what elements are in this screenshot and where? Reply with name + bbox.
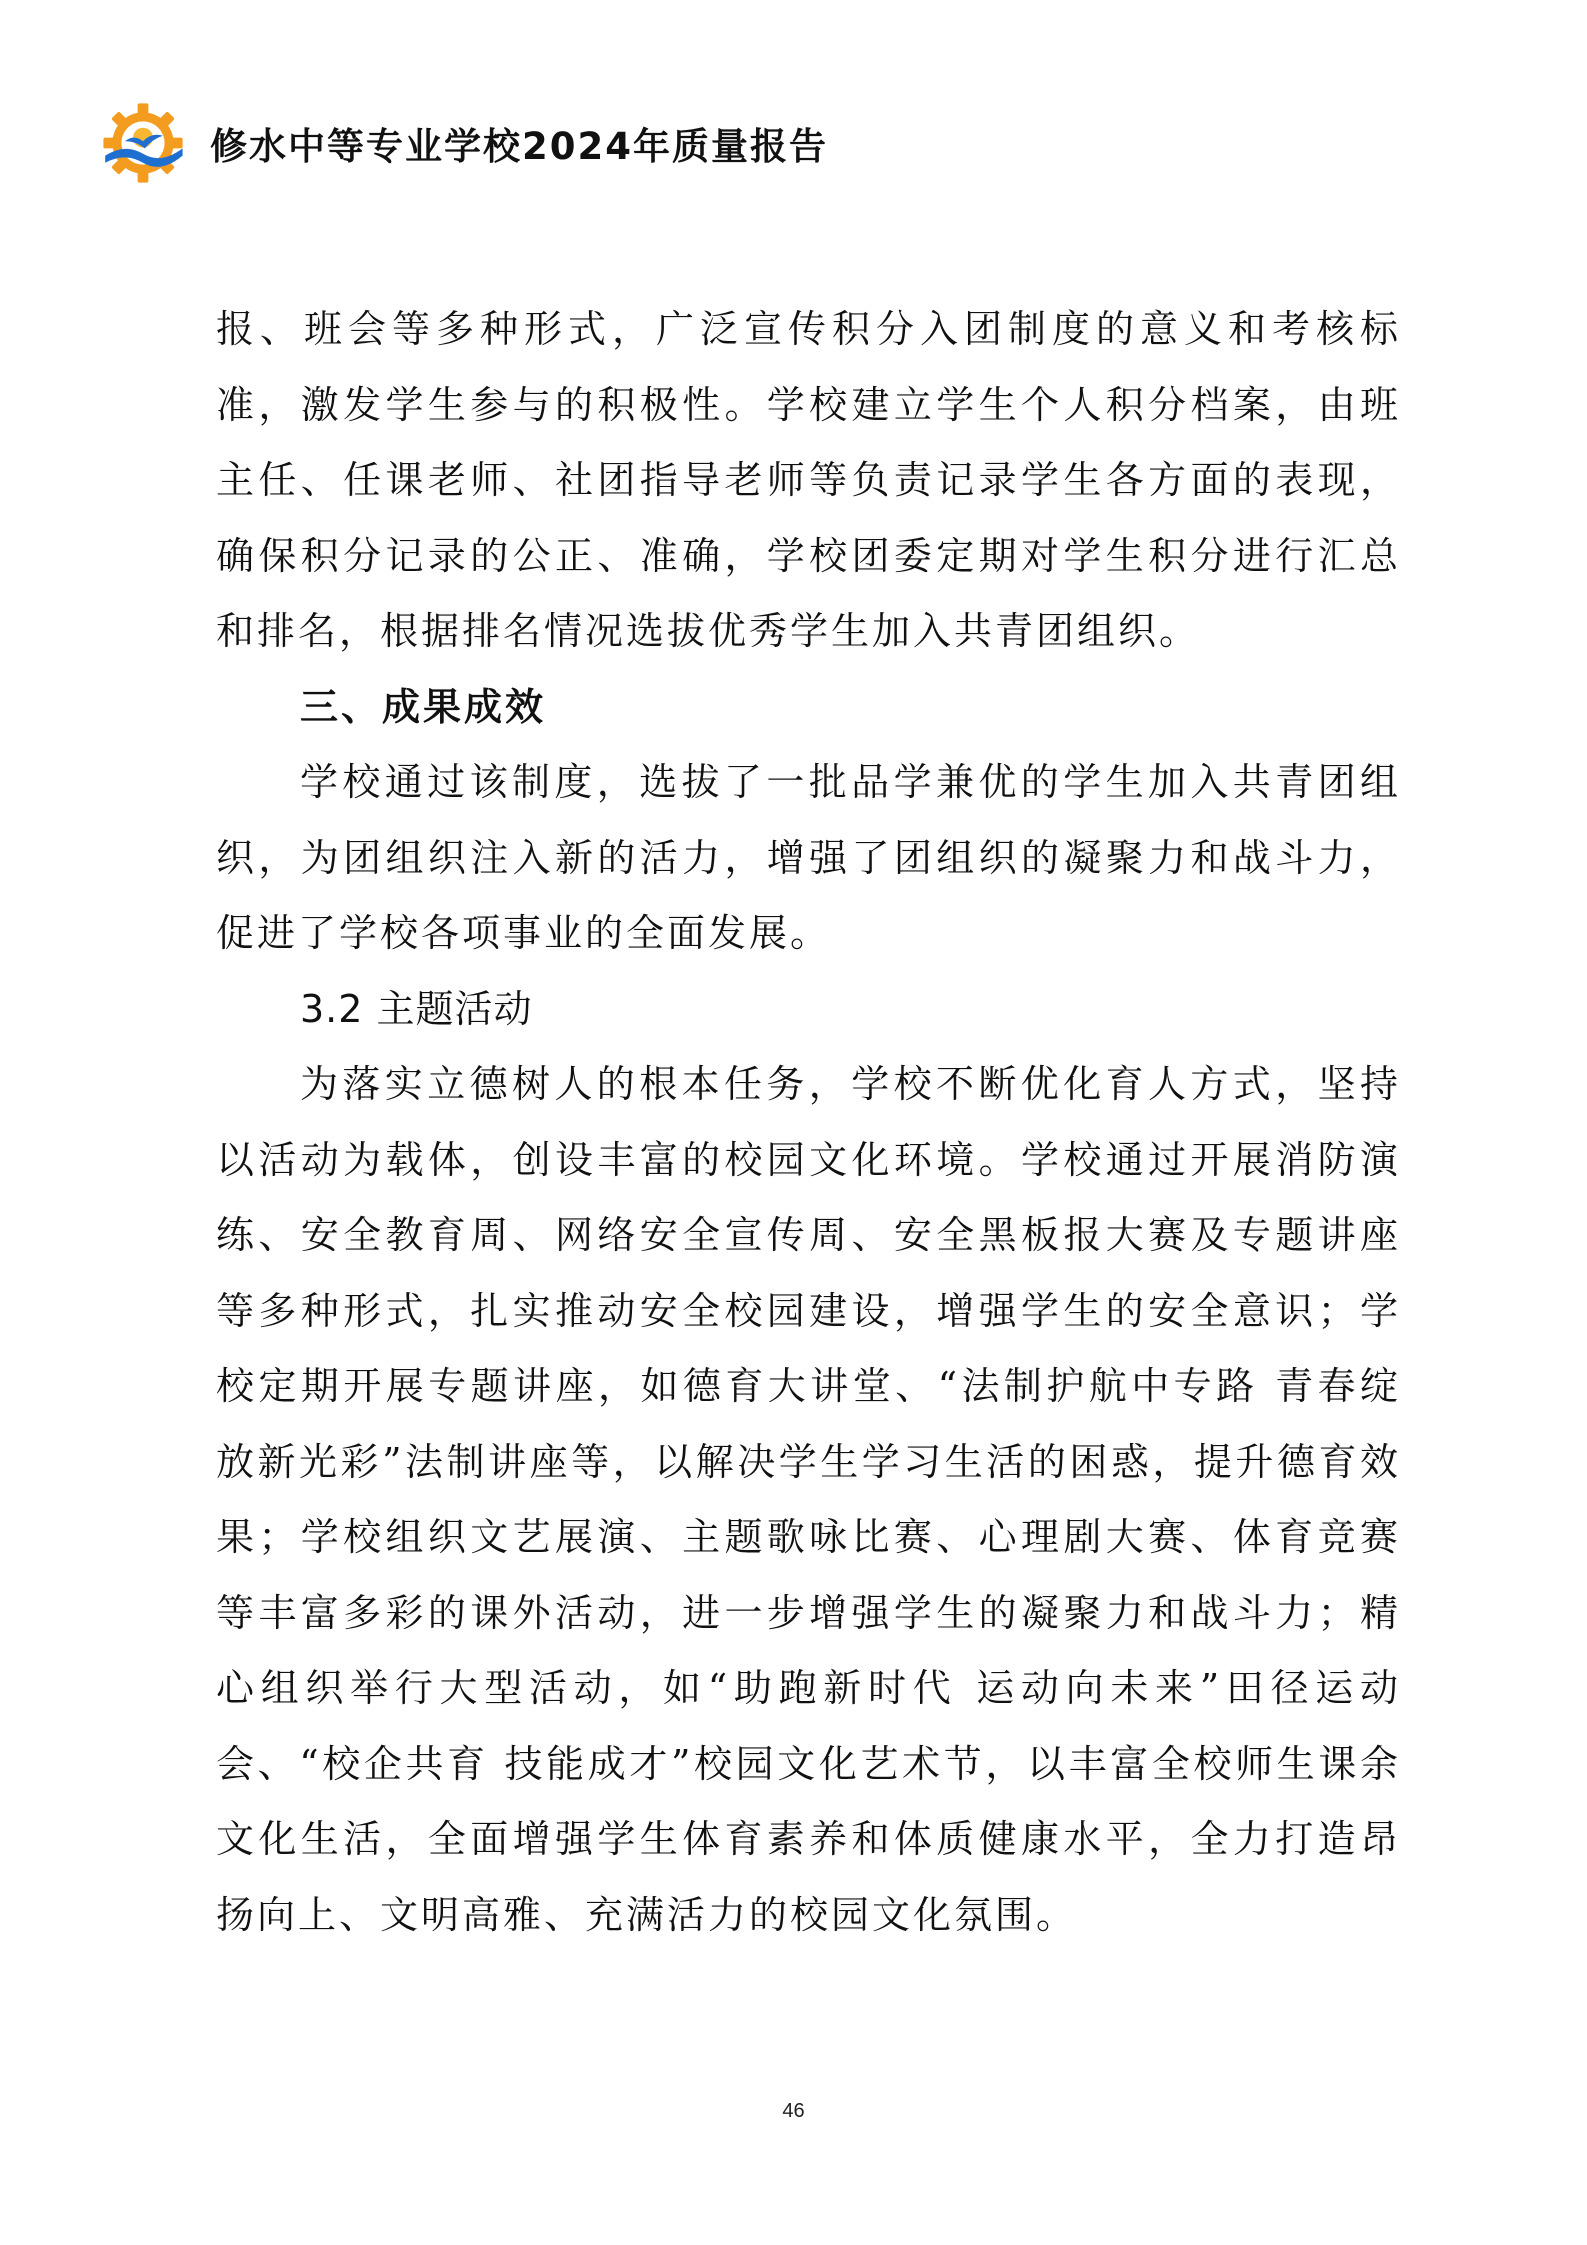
report-title: 修水中等专业学校2024年质量报告 bbox=[210, 125, 828, 168]
paragraph-results: 学校通过该制度，选拔了一批品学兼优的学生加入共青团组织，为团组织注入新的活力，增强了团组织的凝聚力和战斗力，促进了学校各项事业的全面发展。 bbox=[216, 760, 1401, 955]
page-body bbox=[216, 292, 1401, 1953]
page-number: 46 bbox=[782, 2100, 805, 2122]
page-header bbox=[98, 98, 828, 188]
paragraph-theme-activities: 为落实立德树人的根本任务，学校不断优化育人方式，坚持以活动为载体，创设丰富的校园文化环境。学校通过开展消防演练、安全教育周、网络安全宣传周、安全黑板报大赛及专题讲座等多种形式，扎实推动安全校园建设，增强学生的安全意识；学校定期开展专题讲座，如德育大讲堂、“法制护航中专路 青春绽放新光彩”法制讲座等，以解决学生学习生活的困惑，提升德育效果；学校组织文艺展演、主题歌咏比赛、心理剧大赛、体育竞赛等丰富多彩的课外活动，进一步增强学生的凝聚力和战斗力；精心组织举行大型活动，如“助跑新时代 运动向未来”田径运动会、“校企共育 技能成才”校园文化艺术节，以丰富全校师生课余文化生活，全面增强学生体育素养和体质健康水平，全力打造昂扬向上、文明高雅、充满活力的校园文化氛围。 bbox=[216, 1062, 1401, 1937]
section-heading-results: 三、成果成效 bbox=[300, 684, 547, 729]
section-heading-theme-activities: 3.2 主题活动 bbox=[300, 986, 533, 1031]
school-logo-icon bbox=[98, 98, 188, 188]
paragraph-continuation: 报、班会等多种形式，广泛宣传积分入团制度的意义和考核标准，激发学生参与的积极性。学校建立学生个人积分档案，由班主任、任课老师、社团指导老师等负责记录学生各方面的表现，确保积分记录的公正、准确，学校团委定期对学生积分进行汇总和排名，根据排名情况选拔优秀学生加入共青团组织。 bbox=[216, 307, 1401, 653]
